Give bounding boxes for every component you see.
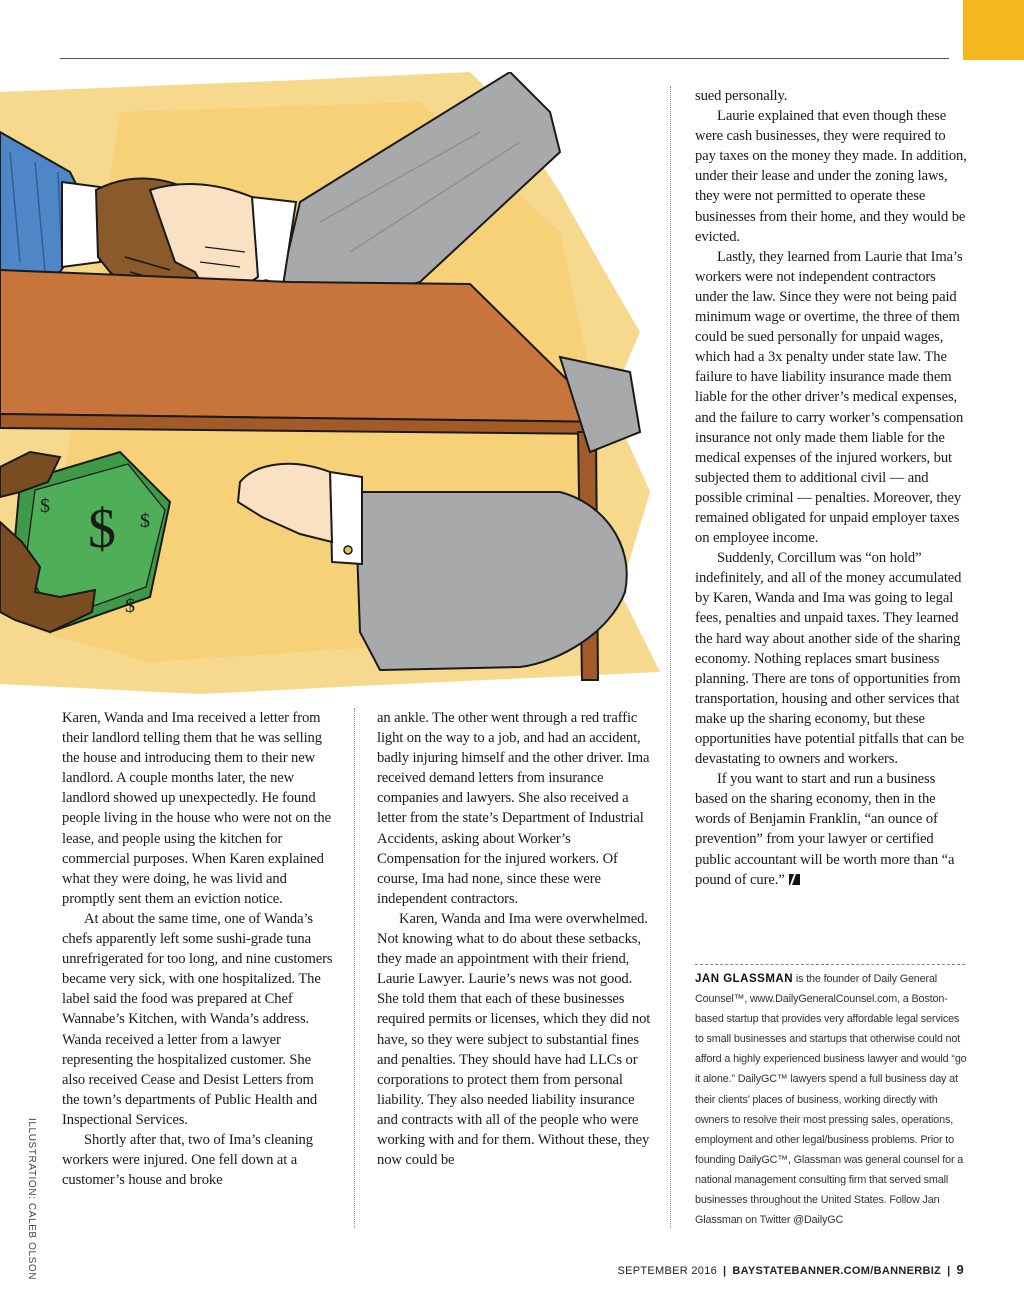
illustration-credit: ILLUSTRATION: CALEB OLSON: [26, 1118, 37, 1281]
corner-accent-tab: [963, 0, 1024, 60]
paragraph: Shortly after that, two of Ima’s cleaning workers were injured. One fell down at a customer’s house and broke: [62, 1131, 313, 1189]
paragraph: At about the same time, one of Wanda’s chefs apparently left some sushi-grade tuna unrefrigerated for too long, and nine customers became very sick, with one hospitalized. The label said the food was prepared at Chef Wannabe’s Kitchen, with Wanda’s address. Wanda received a letter from a lawyer representing the hospitalized customer. She also received Cease and Desist Letters from the town’s departments of Public Health and Inspectional Services.: [62, 910, 333, 1128]
dollar-sign-small: $: [125, 595, 135, 617]
page-footer: [617, 1262, 964, 1277]
paragraph: an ankle. The other went through a red traffic light on the way to a job, and had an accident, badly injuring himself and the other driver. Ima received demand letters from insurance companies and lawyers. She also received a letter from the state’s Department of Industrial Accidents, asking about Worker’s Compensation for the injured workers. Of course, Ima had none, since these were independent contractors.: [377, 710, 650, 907]
paragraph: Laurie explained that even though these were cash businesses, they were required to pay taxes on the money they made. In addition, under their lease and under the zoning laws, they were not permitted to operate these businesses from their home, and they would be evicted.: [695, 108, 967, 245]
handshake-illustration: [0, 72, 668, 700]
closing-text: If you want to start and run a business based on the sharing economy, then in the words of Benjamin Franklin, “an ounce of prevention” from your lawyer or certified public accountant will be worth more than “a pound of cure.”: [695, 771, 955, 888]
issue-date: SEPTEMBER 2016: [617, 1265, 718, 1277]
header-rule: [60, 58, 949, 59]
bio-divider: [695, 964, 965, 965]
dollar-sign-main: $: [88, 498, 116, 560]
footer-separator: |: [723, 1265, 727, 1277]
paragraph: Suddenly, Corcillum was “on hold” indefinitely, and all of the money accumulated by Karen, Wanda and Ima was going to legal fees, penalties and unpaid taxes. They learned the hard way about another side of the sharing economy. Nothing replaces smart business planning. There are tons of opportunities from transportation, housing and other services that make up the sharing economy, but these opportunities have potential pitfalls that can be devastating to owners and workers.: [695, 550, 965, 768]
page-number: 9: [956, 1262, 964, 1277]
author-bio: [695, 969, 967, 1230]
end-of-article-icon: [789, 874, 800, 885]
paragraph: Karen, Wanda and Ima received a letter from their landlord telling them that he was selling the house and introducing them to their new landlord. A couple months later, the new landlord showed up unexpectedly. He found people living in the house who were not on the lease, and people using the kitchen for commercial purposes. When Karen explained what they were doing, he was livid and promptly sent them an eviction notice.: [62, 710, 331, 907]
footer-separator: |: [947, 1265, 951, 1277]
article-column-1: [62, 708, 334, 1190]
site-link[interactable]: BAYSTATEBANNER.COM/BANNERBIZ: [732, 1265, 942, 1277]
column-divider: [670, 86, 671, 1228]
paragraph: sued personally.: [695, 88, 788, 104]
paragraph: [695, 769, 967, 890]
paragraph: Lastly, they learned from Laurie that Ima’s workers were not independent contractors under the law. Since they were not being paid minimum wage or overtime, the three of them could be sued personally for unpaid wages, which had a 3x penalty under state law. The failure to have liability insurance made them liable for the other driver’s medical expenses, and the failure to carry worker’s compensation insurance not only made them liable for the medical expenses of the injured workers, but subjected them to additional civil — and possible criminal — penalties. Moreover, they remained obligated for unpaid employer taxes on employee income.: [695, 248, 964, 547]
article-column-3: [695, 86, 967, 890]
bio-text: is the founder of Daily General Counsel™, www.DailyGeneralCounsel.com, a Boston-based startup that provides very affordable legal services to small businesses and startups that otherwise could not afford a highly experienced business lawyer and would “go it alone.” DailyGC™ lawyers spend a full business day at their clients’ places of business, working directly with owners to resolve their most pressing sales, operations, employment and other legal/business problems. Prior to founding DailyGC™, Glassman was general counsel for a national management consulting firm that served small businesses throughout the United States. Follow Jan Glassman on Twitter @DailyGC: [695, 973, 967, 1227]
dollar-sign-small: $: [140, 510, 150, 532]
article-column-2: [377, 708, 651, 1170]
paragraph: Karen, Wanda and Ima were overwhelmed. Not knowing what to do about these setbacks, they made an appointment with their friend, Laurie Lawyer. Laurie’s news was not good. She told them that each of these businesses required permits or licenses, which they did not have, so they were subject to substantial fines and penalties. They should have had LLCs or corporations to protect them from personal liability. They also needed liability insurance and contracts with all of the people who were working with and for them. Without these, they now could be: [377, 910, 651, 1169]
author-name: JAN GLASSMAN: [695, 973, 794, 985]
dollar-sign-small: $: [40, 495, 50, 517]
column-divider: [354, 708, 355, 1228]
